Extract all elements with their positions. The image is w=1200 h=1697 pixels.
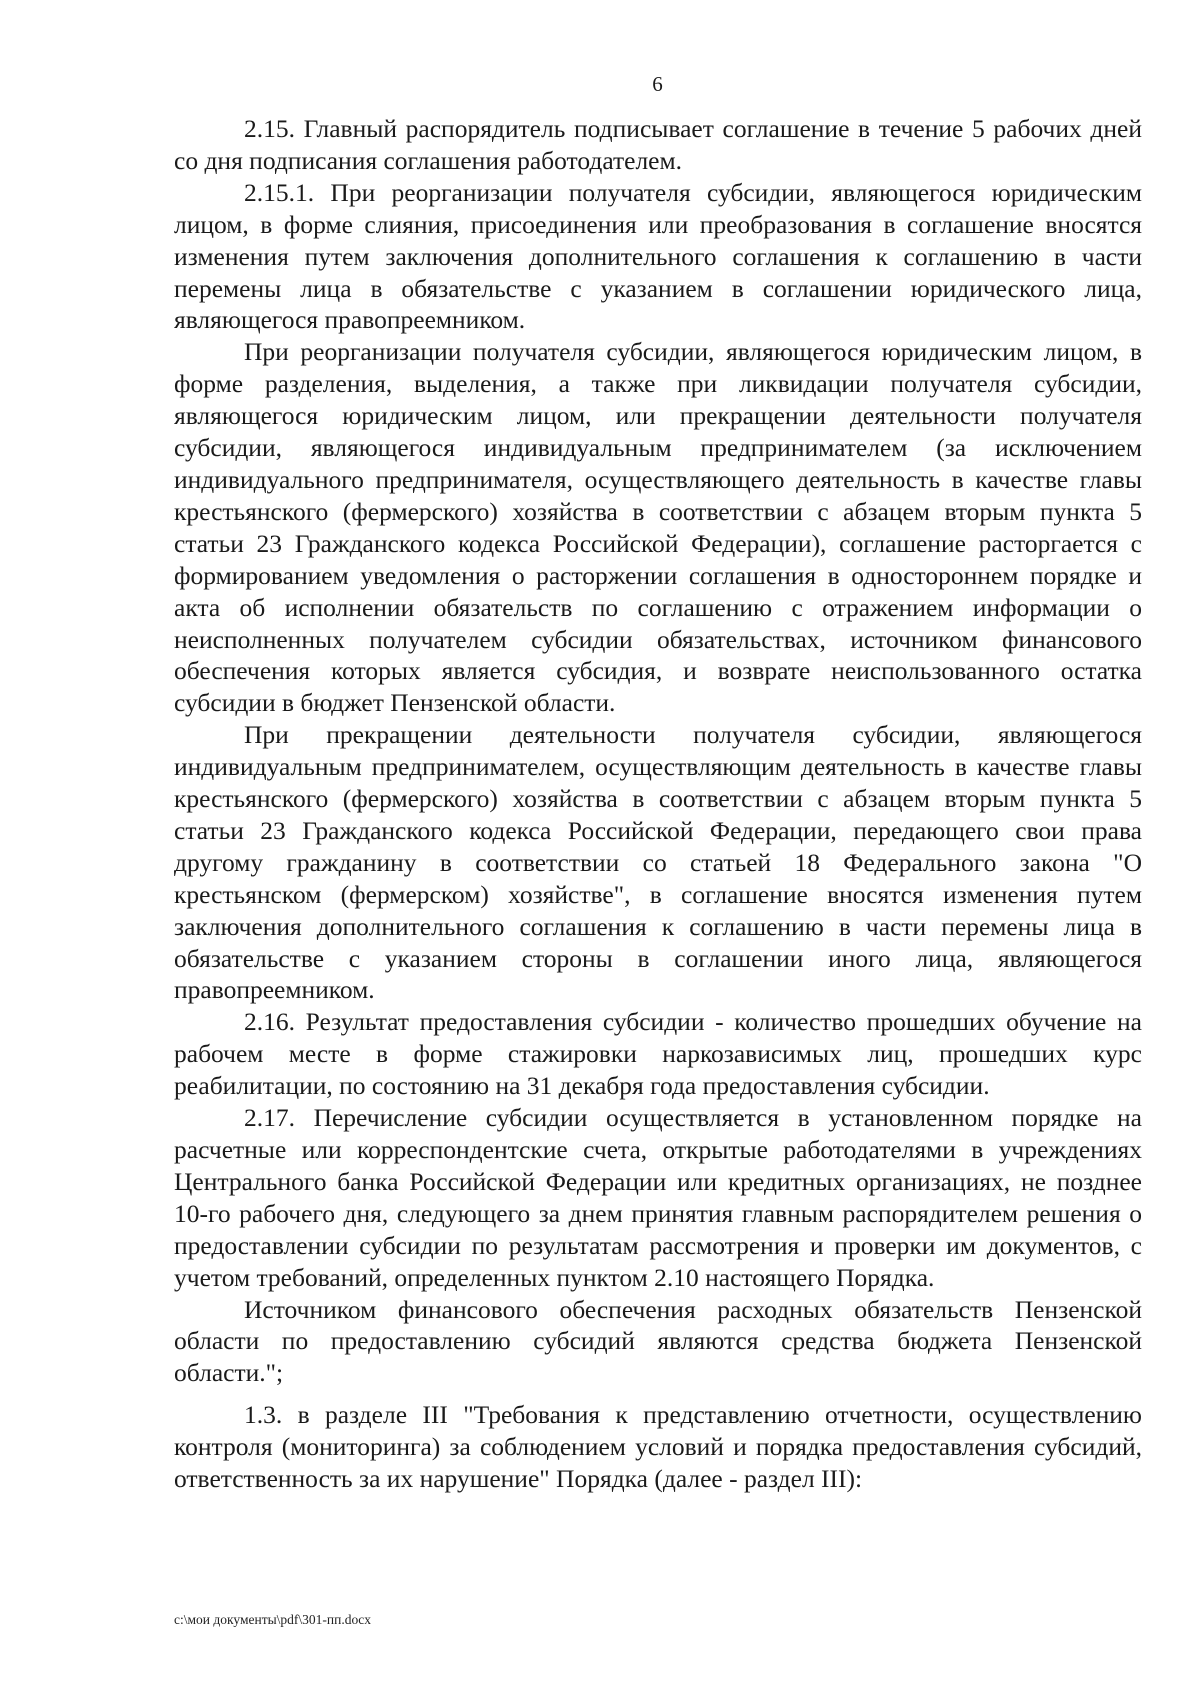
paragraph-reorganization: При реорганизации получателя субсидии, являющегося юридическим лицом, в форме разделения, выделения, а также при ликвидации получателя субсидии, являющегося юридическим лицом, или прекращении деятельности получателя субсидии, являющегося индивидуальным предпринимателем (за исключением индивидуального предпринимателя, осуществляющего деятельность в качестве главы крестьянского (фермерского) хозяйства в соответствии с абзацем вторым пункта 5 статьи 23 Гражданского кодекса Российской Федерации), соглашение расторгается с формированием уведомления о расторжении соглашения в одностороннем порядке и акта об исполнении обязательств по соглашению с отражением информации о неисполненных получателем субсидии обязательствах, источником финансового обеспечения которых является субсидия, и возврате неиспользованного остатка субсидии в бюджет Пензенской области. (174, 337, 1142, 718)
document-body (174, 113, 1142, 1495)
paragraph-2-17: 2.17. Перечисление субсидии осуществляется в установленном порядке на расчетные или корреспондентские счета, открытые работодателями в учреждениях Центрального банка Российской Федерации или кредитных организациях, не позднее 10-го рабочего дня, следующего за днем принятия главным распорядителем решения о предоставлении субсидии по результатам рассмотрения и проверки им документов, с учетом требований, определенных пунктом 2.10 настоящего Порядка. (174, 1103, 1142, 1292)
footer-file-path: c:\мои документы\pdf\301-пп.docx (174, 1612, 371, 1627)
paragraph-1-3: 1.3. в разделе III "Требования к представлению отчетности, осуществлению контроля (мониторинга) за соблюдением условий и порядка предоставления субсидий, ответственность за их нарушение" Порядка (далее - раздел III): (174, 1400, 1142, 1494)
paragraph-termination: При прекращении деятельности получателя субсидии, являющегося индивидуальным предпринимателем, осуществляющим деятельность в качестве главы крестьянского (фермерского) хозяйства в соответствии с абзацем вторым пункта 5 статьи 23 Гражданского кодекса Российской Федерации, передающего свои права другому гражданину в соответствии со статьей 18 Федерального закона "О крестьянском (фермерском) хозяйстве", в соглашение вносятся изменения путем заключения дополнительного соглашения к соглашению в части перемены лица в обязательстве с указанием стороны в соглашении иного лица, являющегося правопреемником. (174, 720, 1142, 1005)
paragraph-2-15-1: 2.15.1. При реорганизации получателя субсидии, являющегося юридическим лицом, в форме слияния, присоединения или преобразования в соглашение вносятся изменения путем заключения дополнительного соглашения к соглашению в части перемены лица в обязательстве с указанием в соглашении юридического лица, являющегося правопреемником. (174, 177, 1142, 335)
paragraph-2-15: 2.15. Главный распорядитель подписывает соглашение в течение 5 рабочих дней со дня подписания соглашения работодателем. (174, 114, 1142, 175)
paragraph-2-16: 2.16. Результат предоставления субсидии - количество прошедших обучение на рабочем месте в форме стажировки наркозависимых лиц, прошедших курс реабилитации, по состоянию на 31 декабря года предоставления субсидии. (174, 1007, 1142, 1101)
paragraph-funding-source: Источником финансового обеспечения расходных обязательств Пензенской области по предоставлению субсидий являются средства бюджета Пензенской области."; (174, 1294, 1142, 1388)
page-number: 6 (652, 72, 663, 96)
